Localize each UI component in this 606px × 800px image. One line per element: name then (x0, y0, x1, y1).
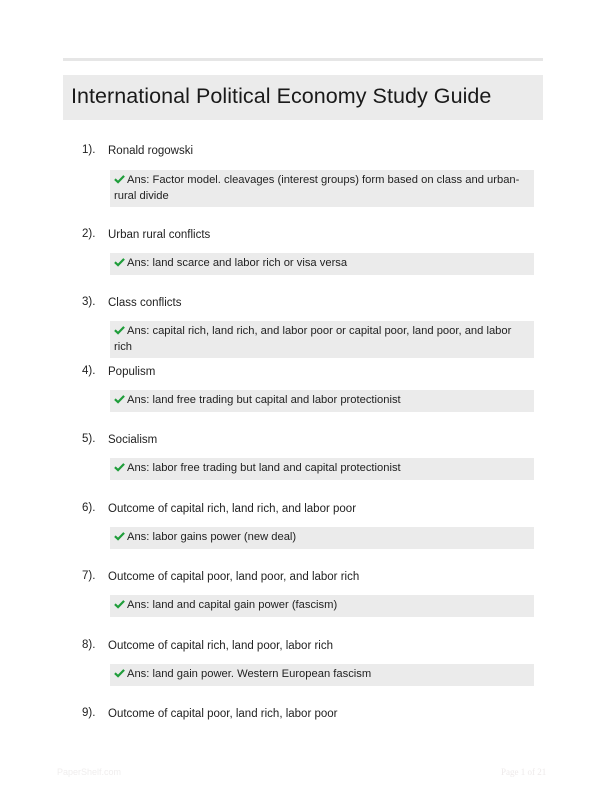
question-text: Outcome of capital poor, land rich, labor poor (108, 708, 338, 720)
check-icon (114, 531, 125, 541)
footer-site: PaperShelf.com (57, 767, 122, 777)
answer-text: Ans: land and capital gain power (fascism) (127, 599, 338, 611)
question-number: 4). (82, 365, 96, 377)
question-text: Urban rural conflicts (108, 229, 211, 241)
answer-box (110, 170, 534, 207)
answer-text: Ans: capital rich, land rich, and labor poor or capital poor, land poor, and labor rich (114, 325, 512, 353)
question-number: 2). (82, 228, 96, 240)
question-number: 9). (82, 707, 96, 719)
question-text: Socialism (108, 434, 158, 446)
question-text: Populism (108, 366, 156, 378)
answer-box (110, 527, 534, 549)
question-number: 5). (82, 433, 96, 445)
question-number: 3). (82, 296, 96, 308)
check-icon (114, 394, 125, 404)
answer-box (110, 321, 534, 358)
question-number: 7). (82, 570, 96, 582)
answer-box (110, 253, 534, 275)
answer-text: Ans: labor free trading but land and capital protectionist (127, 462, 401, 474)
check-icon (114, 462, 125, 472)
page-title: International Political Economy Study Guide (71, 84, 492, 108)
check-icon (114, 325, 125, 335)
footer-page-number: Page 1 of 21 (501, 767, 547, 777)
answer-box (110, 458, 534, 480)
check-icon (114, 599, 125, 609)
check-icon (114, 668, 125, 678)
answer-text: Ans: land gain power. Western European fascism (127, 668, 372, 680)
answer-text: Ans: labor gains power (new deal) (127, 531, 297, 543)
question-text: Class conflicts (108, 297, 182, 309)
question-number: 8). (82, 639, 96, 651)
check-icon (114, 174, 125, 184)
question-number: 1). (82, 144, 96, 156)
answer-text: Ans: land scarce and labor rich or visa versa (127, 257, 348, 269)
answer-text: Ans: Factor model. cleavages (interest groups) form based on class and urban-rural divide (114, 174, 520, 202)
check-icon (114, 257, 125, 267)
answer-box (110, 664, 534, 686)
question-text: Outcome of capital rich, land poor, labor rich (108, 640, 334, 652)
question-text: Outcome of capital rich, land rich, and labor poor (108, 503, 357, 515)
answer-box (110, 595, 534, 617)
question-number: 6). (82, 502, 96, 514)
question-text: Outcome of capital poor, land poor, and labor rich (108, 571, 360, 583)
answer-text: Ans: land free trading but capital and labor protectionist (127, 394, 401, 406)
question-text: Ronald rogowski (108, 145, 194, 157)
answer-box (110, 390, 534, 412)
